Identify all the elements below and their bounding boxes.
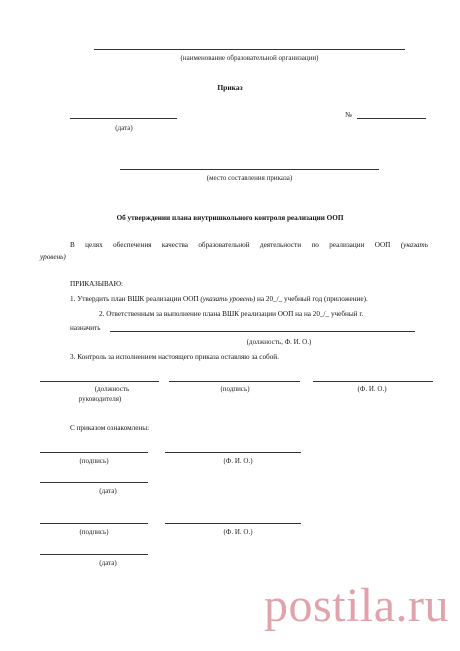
number-sign: №: [345, 111, 352, 119]
acq-1-name-line: [165, 452, 301, 453]
item-2-label: назначить: [70, 324, 101, 332]
acq-2-name-caption: (Ф. И. О.): [223, 528, 253, 536]
org-name-line: [94, 49, 405, 50]
date-caption: (дата): [115, 124, 133, 132]
position-caption-2: руководителя): [78, 395, 122, 403]
site-watermark: postila.ru: [264, 579, 449, 632]
signature-caption: (подпись): [220, 385, 250, 393]
preamble-hint-close: уровень): [40, 253, 66, 261]
preamble-hint-open: (указать: [400, 241, 429, 249]
acq-1-signature-caption: (подпись): [79, 457, 109, 465]
place-caption: (место составления приказа): [206, 174, 293, 182]
item-1-prefix: 1. Утвердить план ВШК реализации ООП: [70, 295, 199, 303]
acq-2-date-line: [40, 554, 148, 555]
acq-1-name-caption: (Ф. И. О.): [223, 457, 253, 465]
acq-1-date-line: [40, 482, 148, 483]
document-title: Приказ: [217, 83, 243, 92]
name-line: [313, 381, 433, 382]
position-line: [40, 381, 159, 382]
preamble-text: В целях обеспечения качества образовательной деятельности по реализации ООП: [70, 241, 391, 249]
item-1-suffix: на 20_/_ учебный год (приложение).: [257, 295, 368, 303]
number-line: [357, 118, 426, 119]
acq-2-signature-line: [40, 523, 148, 524]
org-name-caption: (наименование образовательной организации): [180, 54, 319, 62]
date-line: [70, 118, 177, 119]
item-1: [70, 295, 368, 303]
acquainted-label: С приказом ознакомлены:: [70, 424, 150, 432]
item-3: 3. Контроль за исполнением настоящего приказа оставляю за собой.: [70, 353, 279, 361]
name-caption: (Ф. И. О.): [357, 385, 387, 393]
preamble-line: [70, 241, 428, 249]
acq-2-date-caption: (дата): [99, 559, 117, 567]
item-1-hint: (указать уровень): [200, 295, 256, 303]
acq-2-name-line: [165, 523, 301, 524]
acq-2-signature-caption: (подпись): [79, 528, 109, 536]
order-word: ПРИКАЗЫВАЮ:: [70, 280, 123, 288]
signature-line: [169, 381, 300, 382]
place-line: [120, 169, 379, 170]
item-2-caption: (должность, Ф. И. О.): [246, 338, 312, 346]
acq-1-signature-line: [40, 452, 148, 453]
acq-1-date-caption: (дата): [99, 487, 117, 495]
item-2-line1: 2. Ответственным за выполнение плана ВШК реализации ООП на на 20_/_ учебный г.: [99, 310, 364, 318]
order-subject: Об утверждении плана внутришкольного контроля реализации ООП: [116, 214, 344, 222]
position-caption-1: (должность: [94, 385, 130, 393]
item-2-appointee-line: [110, 331, 415, 332]
